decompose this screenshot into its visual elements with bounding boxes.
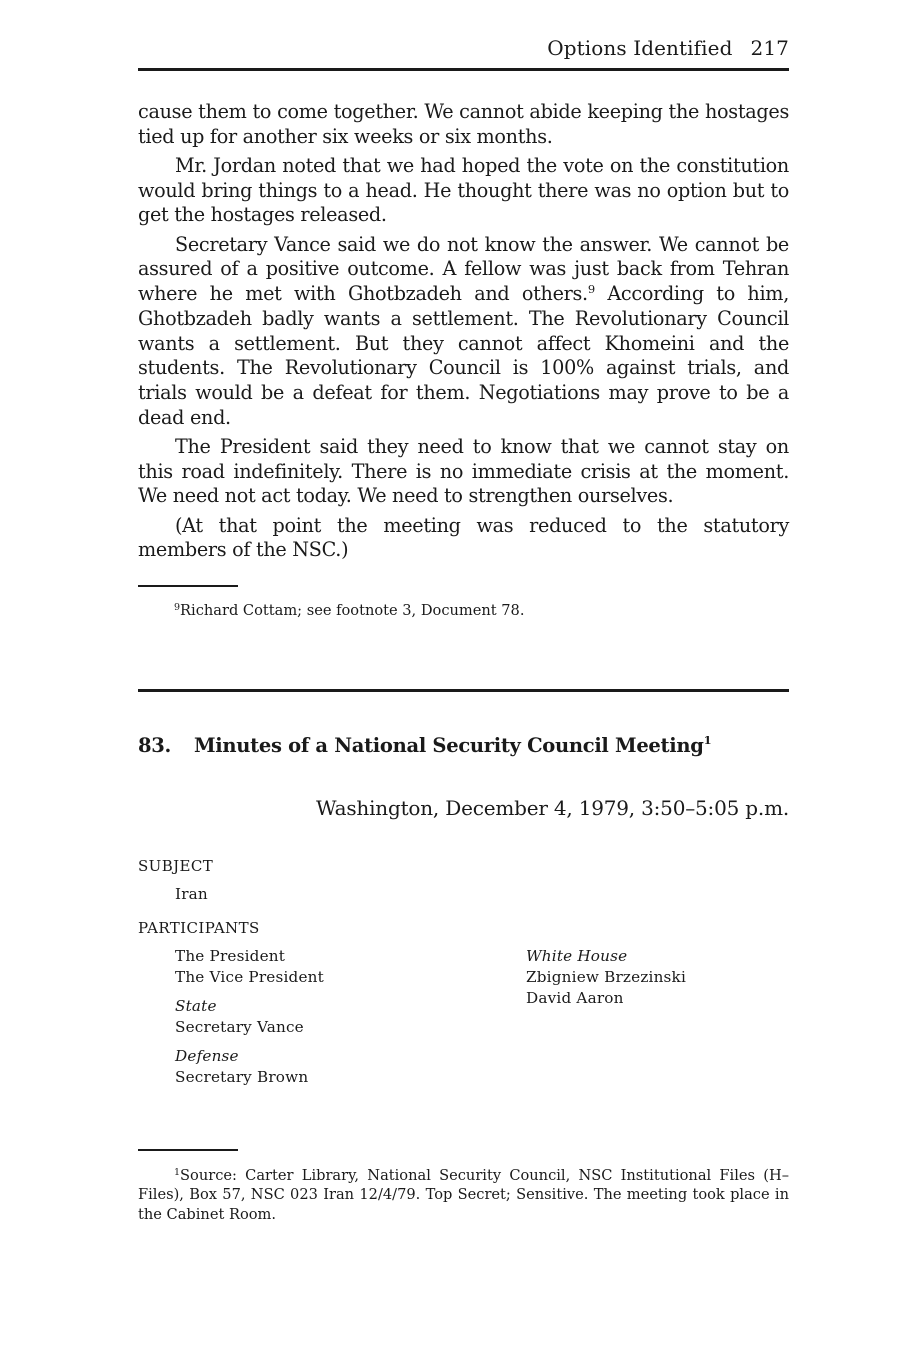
dateline: Washington, December 4, 1979, 3:50–5:05 p.m. (316, 796, 789, 820)
header-rule (138, 68, 789, 71)
footnote-1-marker: 1 (174, 1167, 181, 1178)
participant-president: The President (175, 947, 286, 965)
paragraph-vance (138, 233, 789, 431)
vance-rest-text: According to him, Ghotbzadeh badly wants a settlement. The Revolutionary Council wants a settlement. But they cannot affect Khomeini and the students. The Revolutionary Council is 100% against trials, and trials would be a defeat for them. Negotiations may prove to be a dead end. (138, 282, 790, 429)
state-heading: State (175, 997, 217, 1015)
body-text (138, 100, 789, 568)
footnote-9-text: Richard Cottam; see footnote 3, Document 78. (180, 602, 525, 619)
paragraph-president: The President said they need to know that we cannot stay on this road indefinitely. There is no immediate crisis at the moment. We need not act today. We need to strengthen ourselves. (138, 434, 789, 508)
paragraph-jordan: Mr. Jordan noted that we had hoped the vote on the constitution would bring things to a head. He thought there was no option but to get the hostages released. (138, 154, 789, 227)
document-heading (138, 734, 789, 757)
footnote-ref-9: 9 (587, 282, 595, 297)
subject-value: Iran (175, 885, 208, 903)
defense-heading: Defense (175, 1047, 239, 1065)
footnote-1 (138, 1166, 789, 1224)
vance-intro-text: Secretary Vance said we do not know the answer. We cannot be assured of a positive outcome. A fellow was just back from Tehran where he met with Ghotbzadeh and others. (138, 232, 789, 306)
document-title: Minutes of a National Security Council Meeting (194, 734, 704, 757)
participant-vance: Secretary Vance (175, 1018, 304, 1036)
footnote-1-text: Source: Carter Library, National Security Council, NSC Institutional Files (H–Files), Box 57, NSC 023 Iran 12/4/79. Top Secret; Sensitive. The meeting took place in the Cabinet Room. (138, 1167, 789, 1223)
subject-label: SUBJECT (138, 857, 214, 875)
running-header (547, 36, 789, 60)
footnote-9 (138, 601, 789, 620)
participant-aaron: David Aaron (526, 989, 624, 1007)
footnote-ref-1: 1 (703, 733, 712, 747)
header-page-number: 217 (750, 36, 789, 60)
section-rule (138, 689, 789, 692)
header-section-title: Options Identified (547, 36, 733, 60)
participant-vice-president: The Vice President (175, 968, 324, 986)
footnote-rule (138, 585, 238, 587)
participant-brown: Secretary Brown (175, 1068, 309, 1086)
paragraph-meeting-reduced: (At that point the meeting was reduced to the statutory members of the NSC.) (138, 513, 789, 562)
participants-label: PARTICIPANTS (138, 919, 260, 937)
footnote-9-marker: 9 (174, 602, 181, 613)
participant-brzezinski: Zbigniew Brzezinski (526, 968, 687, 986)
white-house-heading: White House (526, 947, 628, 965)
footnote-rule-2 (138, 1149, 238, 1151)
document-page (138, 0, 789, 1351)
paragraph-continuation: cause them to come together. We cannot abide keeping the hostages tied up for another six weeks or six months. (138, 100, 789, 148)
document-number: 83. (138, 734, 172, 757)
